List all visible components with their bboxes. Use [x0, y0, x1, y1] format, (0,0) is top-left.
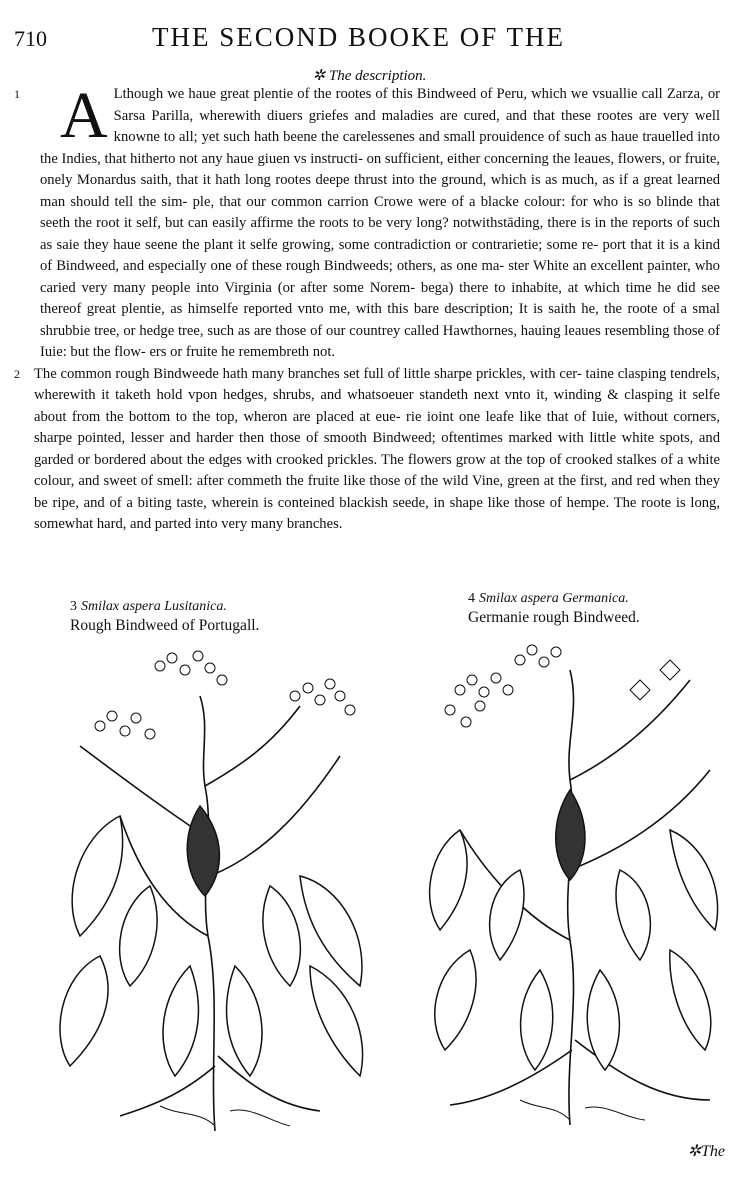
figure-4-caption [468, 588, 640, 627]
body-text [14, 79, 721, 536]
latin-name: Smilax aspera Lusitanica. [81, 599, 227, 614]
line: these rootes are very well knowne to all; yet such hath beene the carelessenes and small [113, 107, 720, 145]
english-name: Rough Bindweed of Portugall. [70, 617, 260, 634]
line: port that it is a kind of Bindweed, and especially one of these rough Bindweeds; others, as one ma- [40, 236, 720, 274]
line: root it self, but can easily affirme the roots to be very long? notwithstāding, there is in the reports of [96, 215, 694, 231]
page-number: 710 [14, 26, 47, 51]
line: sweet of smell: after commeth the fruite like those of the wild Vine, green at the first, and red when [103, 473, 695, 489]
english-name: Germanie rough Bindweed. [468, 609, 640, 626]
line: The roote is long, somewhat hard, and parted into very many branches. [34, 494, 720, 532]
line: smooth Bindweed; oftentimes marked with little white spots, and garded or bordered about the [34, 430, 720, 468]
line: such as saie they haue seene the plant it selfe growing, some contradiction or contrarietie; some re- [40, 215, 720, 253]
line: call Zarza, or Sarsa Parilla, wherewith diuers griefes and maladies are cured, and that [113, 86, 720, 124]
figure-number: 3 [70, 599, 77, 614]
line: rie ioint one leafe like that of Iuie, without corners, sharpe pointed, lesser and harder then those of [34, 408, 720, 446]
paragraph-number: 1 [14, 87, 20, 101]
line: ple, that our common carrion Crowe were of a blacke colour: for who is so blinde that seeth the [40, 193, 720, 231]
line: they be ripe, and of a biting taste, wherein is conteined blackish seede, in shape like those of hempe. [34, 473, 720, 511]
line: are those of our countrey called Hawthornes, hauing leaues resembling those of Iuie: but the flow- [40, 322, 720, 360]
paragraph-number: 2 [14, 366, 20, 381]
woodcut-rough-bindweed-portugall [40, 636, 380, 1136]
line: ers or fruite he remembreth not. [149, 344, 336, 360]
drop-cap: A [60, 79, 108, 152]
line: on sufficient, either concerning the leaues, flowers, or fruite, onely Monardus saith, that it hath long [40, 150, 721, 188]
paragraph-2 [14, 364, 720, 536]
page-header [14, 20, 724, 56]
line: rootes deepe thrust into the ground, which is as much, as if a great learned man should tell the sim- [40, 172, 720, 210]
line: prouidence of such as haue trauelled into the Indies, that hitherto not any haue giuen vs instructi- [40, 129, 720, 167]
line: Lthough we haue great plentie of the rootes of this Bindweed of Peru, which we vsuallie [113, 86, 642, 102]
line: ster White an excellent painter, who caried very many people into Virginia (or after some Norem- [40, 258, 720, 296]
line: bega) there to inhabite, at which time he did see thereof great plentie, as himselfe reported vnto [40, 279, 720, 317]
line: taine clasping tendrels, wherewith it taketh hold vpon hedges, shrubs, and whatsoeuer standeth [34, 365, 720, 403]
woodcut-germanie-rough-bindweed [420, 630, 730, 1130]
line: next vnto it, winding & clasping it selfe about from the bottom to the top, wheron are placed at eue- [34, 387, 720, 425]
line: The common rough Bindweede hath many branches set full of little sharpe prickles, with cer- [34, 365, 586, 382]
figure-number: 4 [468, 591, 475, 606]
running-head: THE SECOND BOOKE OF THE [152, 22, 566, 52]
line: me, with this bare description; It is saith he, the roote of a smal shrubbie tree, or hedge tree, such as [40, 301, 720, 339]
latin-name: Smilax aspera Germanica. [479, 591, 629, 606]
paragraph-1 [14, 79, 721, 364]
catchword: ✲The [687, 1143, 725, 1160]
section-heading: ✲ The description. [312, 68, 427, 84]
line: edges with crooked prickles. The flowers grow at the top of crooked stalkes of a white colour, and [34, 451, 720, 489]
figure-3-caption [70, 596, 259, 635]
